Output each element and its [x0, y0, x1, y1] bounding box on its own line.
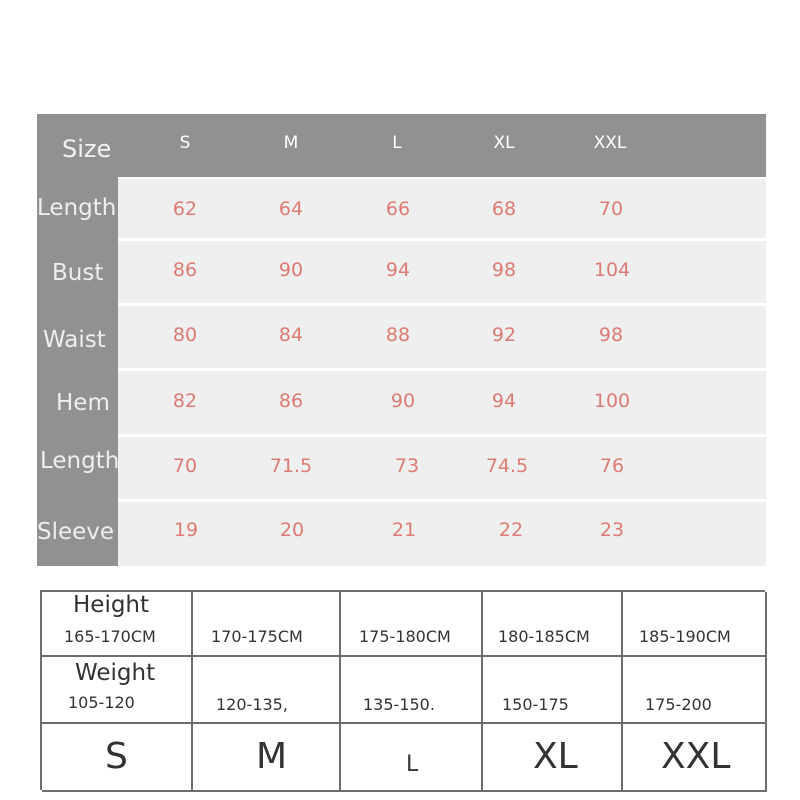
size-label-l: L	[406, 752, 419, 777]
size-col-xl: XL	[493, 133, 515, 153]
value-cell: 98	[491, 259, 517, 281]
fit-guide-table	[40, 590, 765, 790]
size-cell	[621, 722, 767, 792]
size-cell	[191, 722, 341, 792]
value-cell: 86	[172, 259, 198, 281]
row-divider	[118, 434, 766, 437]
height-cell	[191, 592, 341, 657]
row-divider	[118, 177, 766, 179]
value-cell: 74.5	[485, 455, 529, 477]
row-divider	[118, 238, 766, 241]
height-cell	[339, 592, 483, 657]
size-col-s: S	[179, 133, 191, 153]
value-cell: 70	[598, 198, 624, 220]
size-col-xxl: XXL	[593, 133, 627, 153]
value-cell: 66	[385, 198, 411, 220]
value-cell: 88	[385, 324, 411, 346]
size-chart-table	[37, 114, 766, 566]
value-cell: 21	[391, 519, 417, 541]
size-cell	[42, 722, 193, 792]
value-cell: 90	[390, 390, 416, 412]
value-cell: 92	[491, 324, 517, 346]
value-cell: 68	[491, 198, 517, 220]
height-range: 180-185CM	[498, 627, 590, 646]
weight-cell	[481, 655, 623, 724]
row-label-length-2: Length	[40, 448, 120, 474]
value-cell: 64	[278, 198, 304, 220]
weight-cell	[191, 655, 341, 724]
weight-cell	[339, 655, 483, 724]
value-cell: 19	[173, 519, 199, 541]
value-cell: 20	[279, 519, 305, 541]
weight-cell	[621, 655, 767, 724]
size-cell	[481, 722, 623, 792]
height-range: 170-175CM	[211, 627, 303, 646]
value-cell: 98	[598, 324, 624, 346]
height-cell	[481, 592, 623, 657]
row-divider	[118, 303, 766, 306]
value-cell: 94	[491, 390, 517, 412]
size-header-label: Size	[62, 135, 112, 163]
size-cell	[339, 722, 483, 792]
value-cell: 73	[394, 455, 420, 477]
value-cell: 76	[599, 455, 625, 477]
value-cell: 82	[172, 390, 198, 412]
height-cell	[42, 592, 193, 657]
value-cell: 84	[278, 324, 304, 346]
weight-range: 105-120	[68, 693, 135, 712]
weight-label: Weight	[75, 660, 156, 686]
height-range: 175-180CM	[359, 627, 451, 646]
value-cell: 104	[593, 259, 631, 281]
row-label-sleeve: Sleeve	[37, 519, 115, 545]
height-label: Height	[73, 592, 150, 618]
size-label-m: M	[256, 736, 288, 777]
value-cell: 23	[599, 519, 625, 541]
height-range: 165-170CM	[64, 627, 156, 646]
value-cell: 94	[385, 259, 411, 281]
value-cell: 90	[278, 259, 304, 281]
row-divider	[118, 499, 766, 502]
value-cell: 80	[172, 324, 198, 346]
height-cell	[621, 592, 767, 657]
weight-cell	[42, 655, 193, 724]
row-label-waist: Waist	[43, 327, 106, 353]
weight-range: 120-135,	[216, 695, 288, 714]
row-divider	[118, 368, 766, 371]
value-cell: 22	[498, 519, 524, 541]
value-cell: 86	[278, 390, 304, 412]
size-col-l: L	[392, 133, 402, 153]
weight-range: 150-175	[502, 695, 569, 714]
value-cell: 62	[172, 198, 198, 220]
value-cell: 71.5	[269, 455, 313, 477]
value-cell: 100	[593, 390, 631, 412]
weight-range: 175-200	[645, 695, 712, 714]
weight-range: 135-150.	[363, 695, 435, 714]
row-label-bust: Bust	[52, 260, 104, 286]
row-label-length: Length	[37, 195, 117, 221]
size-col-m: M	[283, 133, 299, 153]
height-range: 185-190CM	[639, 627, 731, 646]
value-cell: 70	[172, 455, 198, 477]
size-label-s: S	[105, 736, 128, 777]
row-label-hem: Hem	[56, 390, 110, 416]
size-label-xxl: XXL	[661, 736, 731, 777]
size-label-xl: XL	[533, 736, 578, 777]
